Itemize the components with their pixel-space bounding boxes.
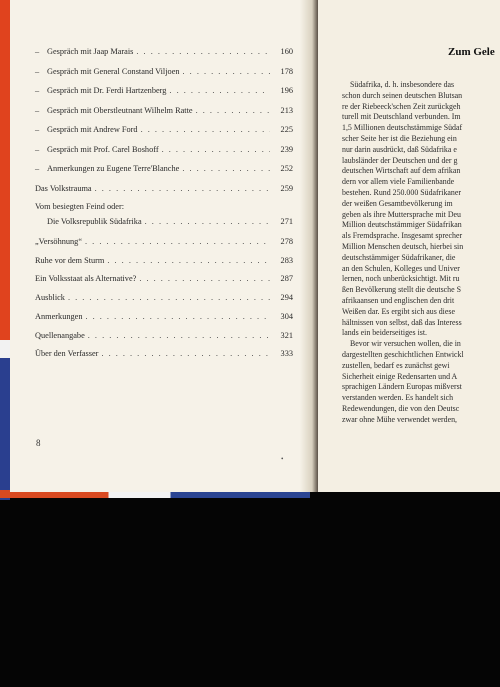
toc-leader-dots [85, 312, 270, 321]
toc-entry-title: Das Volkstrauma [35, 183, 92, 193]
body-text-line: sprachigen Ländern Europas mißverst [342, 382, 462, 392]
toc-leader-dots [107, 256, 270, 265]
toc-entry-title: Anmerkungen zu Eugene Terre'Blanche [47, 164, 180, 173]
toc-entry-title: Gespräch mit Jaap Marais [47, 47, 134, 56]
toc-entry-page: 213 [280, 105, 293, 115]
toc-entry [35, 309, 293, 321]
page-number: 8 [36, 438, 41, 448]
toc-leader-dots [68, 293, 270, 302]
toc-entry-title: Gespräch mit Prof. Carel Boshoff [47, 144, 159, 154]
body-text-line: an den Schulen, Kolleges und Univer [342, 263, 460, 273]
body-text-line: geben als ihre Muttersprache mit Deu [342, 209, 461, 219]
body-text-line: nur darin ausdrückt, daß Südafrika e [342, 144, 457, 154]
body-text-line: ßen Bevölkerung stellt die deutsche S [342, 285, 461, 295]
toc-leader-dots [85, 237, 270, 246]
toc-leader-dots [88, 331, 270, 340]
toc-entry-dash: – [35, 164, 40, 173]
toc-entry-title: Ausblick [35, 293, 65, 302]
body-text-line: verstanden werden. Es handelt sich [342, 393, 454, 403]
toc-entry-dash: – [35, 47, 40, 56]
toc-entry-page: 333 [280, 349, 293, 358]
body-text-line: Redewendungen, die von den Deutsc [342, 403, 460, 413]
toc-entry-page: 287 [280, 274, 293, 283]
toc-entry-dash: – [35, 125, 40, 134]
toc-entry-page: 225 [280, 125, 293, 134]
body-text-line: zustellen, bedarf es zunächst gewi [342, 360, 450, 370]
body-text-line: der weißen Gesamtbevölkerung im [342, 198, 453, 208]
toc-entry [35, 103, 293, 115]
toc-entry-title: Vom besiegten Feind oder: [35, 202, 125, 211]
toc-leader-dots [145, 217, 270, 226]
toc-entry [35, 161, 293, 173]
toc-entry-page: 271 [280, 217, 293, 226]
toc-entry-title: „Versöhnung“ [35, 237, 83, 246]
body-text-line: schon durch seinen deutschen Blutsan [342, 90, 463, 100]
body-text-line: laubsländer der Deutschen und der g [342, 155, 458, 165]
toc-leader-dots [139, 274, 270, 283]
toc-entry-title: Gespräch mit Andrew Ford [47, 125, 138, 134]
toc-entry-dash: – [35, 105, 40, 115]
body-text-line: Sicherheit einige Redensarten und A [342, 371, 458, 381]
toc-entry [35, 64, 293, 76]
body-text-line: deutschstämmiger Südafrikaner, die [342, 252, 456, 262]
toc-entry [35, 234, 293, 246]
page-mark: • [281, 455, 284, 463]
body-text-line: scher Seite her ist die Beziehung ein [342, 133, 457, 143]
toc-leader-dots [183, 67, 270, 76]
toc-entry [35, 181, 293, 193]
toc-entry-title: Anmerkungen [35, 312, 83, 321]
toc-entry-dash: – [35, 144, 40, 154]
toc-entry-title: Ein Volksstaat als Alternative? [35, 274, 137, 283]
toc-leader-dots [95, 184, 270, 193]
body-text-line: afrikaansen und englischen den drit [342, 295, 455, 305]
toc-entry-title: Quellenangabe [35, 330, 85, 340]
chapter-heading: Zum Gele [448, 46, 495, 58]
toc-leader-dots [101, 349, 270, 358]
toc-entry [35, 271, 293, 283]
chapter-body-text [342, 80, 500, 426]
body-text-line: lands ein beiderseitiges ist. [342, 328, 428, 338]
toc-entry-page: 283 [280, 255, 293, 265]
toc-entry-page: 196 [280, 86, 293, 95]
toc-entry-title: Ruhe vor dem Sturm [35, 255, 105, 265]
toc-entry [35, 122, 293, 134]
body-text-line: dern vor allem viele Familienbande [342, 177, 455, 187]
toc-entry-page: 294 [280, 293, 293, 302]
toc-entry [35, 44, 293, 56]
body-text-line: re der Riebeeck'schen Zeit zurückgeh [342, 101, 461, 111]
toc-entry-page: 278 [280, 237, 293, 246]
body-text-line: als Fremdsprache. Insgesamt sprecher [342, 231, 463, 241]
body-text-line: deutschen Wirtschaft auf dem afrikan [342, 166, 461, 176]
toc-entry [35, 142, 293, 154]
toc-leader-dots [169, 86, 270, 95]
body-text-line: turell mit Deutschland verbunden. Im [342, 112, 461, 122]
toc-entry [35, 346, 293, 358]
body-text-line: hältnissen von selbst, daß das Interess [342, 317, 462, 327]
body-text-line: Million deutschstämmiger Südafrikan [342, 220, 462, 230]
toc-entry-page: 304 [280, 312, 293, 321]
body-text-line: 1,5 Millionen deutschstämmige Südaf [342, 123, 463, 133]
toc-leader-dots [162, 145, 270, 154]
toc-leader-dots [196, 106, 270, 115]
toc-entry-title-continued: Die Volksrepublik Südafrika [47, 217, 142, 226]
toc-entry-page: 252 [280, 164, 293, 173]
body-text-line: Südafrika, d. h. insbesondere das [350, 80, 455, 89]
toc-entry [35, 202, 293, 226]
toc-entry-page: 321 [280, 330, 293, 340]
toc-leader-dots [182, 164, 270, 173]
cover-edge-blue [0, 358, 10, 500]
toc-entry [35, 328, 293, 340]
toc-entry-page: 239 [280, 144, 293, 154]
toc-entry-page: 259 [280, 183, 293, 193]
toc-entry [35, 290, 293, 302]
body-text-line: bestehen. Rund 250.000 Südafrikaner [342, 187, 461, 197]
cover-edge-white [0, 340, 10, 360]
toc-entry-page: 160 [280, 47, 293, 56]
toc-entry-page: 178 [280, 66, 293, 76]
body-text-line: lernen, noch unberücksichtigt. Mit ru [342, 274, 460, 284]
body-text-line: Weißen dar. Es ergibt sich aus diese [342, 306, 455, 316]
body-text-line: Bevor wir versuchen wollen, die in [350, 339, 461, 349]
right-page [318, 0, 500, 492]
body-text-line: Million Menschen deutsch, hierbei sin [342, 241, 464, 251]
toc-entry-title: Gespräch mit General Constand Viljoen [47, 66, 180, 76]
toc-leader-dots [136, 47, 270, 56]
toc-entry-title: Gespräch mit Oberstleutnant Wilhelm Ratte [47, 105, 193, 115]
body-text-line: zwar ohne Mühe verwendet werden, [342, 414, 458, 424]
toc-leader-dots [141, 125, 270, 134]
left-page [10, 0, 317, 492]
toc-entry [35, 253, 293, 265]
toc-entry [35, 83, 293, 95]
toc-entry-dash: – [35, 86, 40, 95]
toc-entry-title: Über den Verfasser [35, 349, 99, 358]
body-text-line: dargestellten geschichtlichen Entwickl [342, 349, 464, 359]
toc-entry-title: Gespräch mit Dr. Ferdi Hartzenberg [47, 86, 167, 95]
toc-entry-dash: – [35, 66, 40, 76]
